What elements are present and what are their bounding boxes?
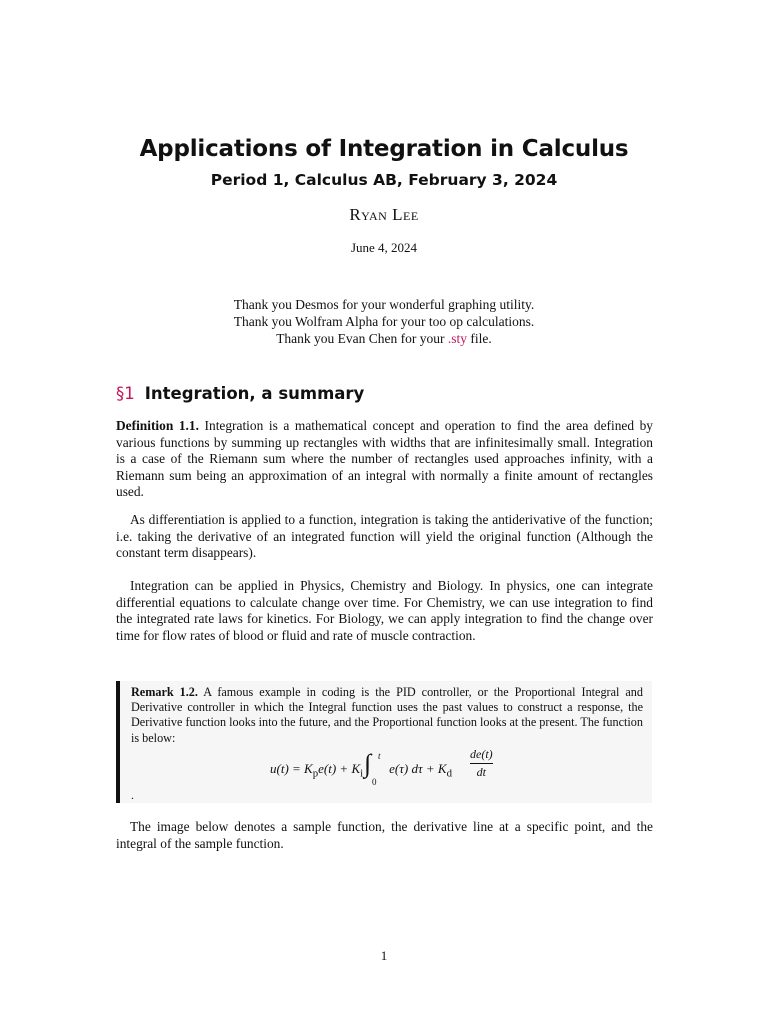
subscript-p: p bbox=[312, 767, 319, 780]
section-number: §1 bbox=[116, 384, 135, 403]
integral-upper-limit: t bbox=[378, 751, 381, 761]
definition-label: Definition 1.1. bbox=[116, 418, 199, 433]
fraction-numerator: de(t) bbox=[470, 747, 493, 761]
definition-block bbox=[116, 418, 653, 501]
page-number: 1 bbox=[380, 948, 388, 963]
equation-trailing-period: . bbox=[131, 788, 134, 802]
fraction-denominator: dt bbox=[476, 765, 486, 779]
section-title: Integration, a summary bbox=[144, 384, 365, 403]
paper-subtitle: Period 1, Calculus AB, February 3, 2024 bbox=[210, 171, 558, 189]
thanks-line-3-post: file. bbox=[467, 331, 492, 346]
equation-integrand: e(τ) dτ + K bbox=[389, 761, 447, 776]
equation-mid: e(t) + K bbox=[318, 761, 361, 776]
equation-body bbox=[270, 761, 452, 780]
integral-lower-limit: 0 bbox=[372, 777, 377, 787]
paragraph-applications: Integration can be applied in Physics, Chemistry and Biology. In physics, one can integrate differential equations to calculate change over time. For Chemistry, we can use integration to find the integrated rate laws for kinetics. For Biology, we can apply integration to find the change over time for flow rates of blood or fluid and rate of muscle contraction. bbox=[116, 578, 653, 643]
definition-text: Integration is a mathematical concept and operation to find the area defined by various functions by summing up rectangles with widths that are infinitesimally small. Integration is a case of the Riemann sum where the number of rectangles used approaches infinity, with a Riemann sum being an approximation of an integral with normally a finite amount of rectangles used. bbox=[116, 418, 653, 500]
remark-label: Remark 1.2. bbox=[131, 685, 198, 699]
paragraph-differentiation: As differentiation is applied to a function, integration is taking the antiderivative of the function; i.e. taking the derivative of an integrated function will yield the original function (Although the constant term disappears). bbox=[116, 512, 653, 561]
paper-title: Applications of Integration in Calculus bbox=[139, 136, 629, 162]
pid-equation bbox=[0, 747, 768, 789]
paragraph-image-description: The image below denotes a sample function, the derivative line at a specific point, and the integral of the sample function. bbox=[116, 819, 653, 851]
thanks-line-3 bbox=[0, 331, 768, 347]
thanks-line-3-pre: Thank you Evan Chen for your bbox=[276, 331, 448, 346]
sty-file-link[interactable]: .sty bbox=[447, 331, 468, 346]
author-name: Ryan Lee bbox=[349, 205, 419, 224]
derivative-fraction bbox=[470, 747, 493, 780]
fraction-bar bbox=[470, 763, 493, 764]
subscript-d: d bbox=[446, 767, 452, 780]
section-heading bbox=[116, 384, 364, 403]
thanks-line-2: Thank you Wolfram Alpha for your too op calculations. bbox=[233, 314, 535, 329]
thanks-line-1: Thank you Desmos for your wonderful graphing utility. bbox=[233, 297, 535, 312]
integral-sign: ∫ bbox=[364, 749, 372, 778]
remark-text bbox=[131, 685, 643, 746]
paper-date: June 4, 2024 bbox=[350, 240, 418, 255]
equation-lhs: u(t) = K bbox=[270, 761, 313, 776]
subscript-i: i bbox=[360, 767, 364, 780]
remark-body: A famous example in coding is the PID controller, or the Proportional Integral and Derivative controller in which the Integral function uses the past values to construct a response, the Derivative function looks into the future, and the Proportional function looks at the present. The function is below: bbox=[131, 685, 643, 745]
